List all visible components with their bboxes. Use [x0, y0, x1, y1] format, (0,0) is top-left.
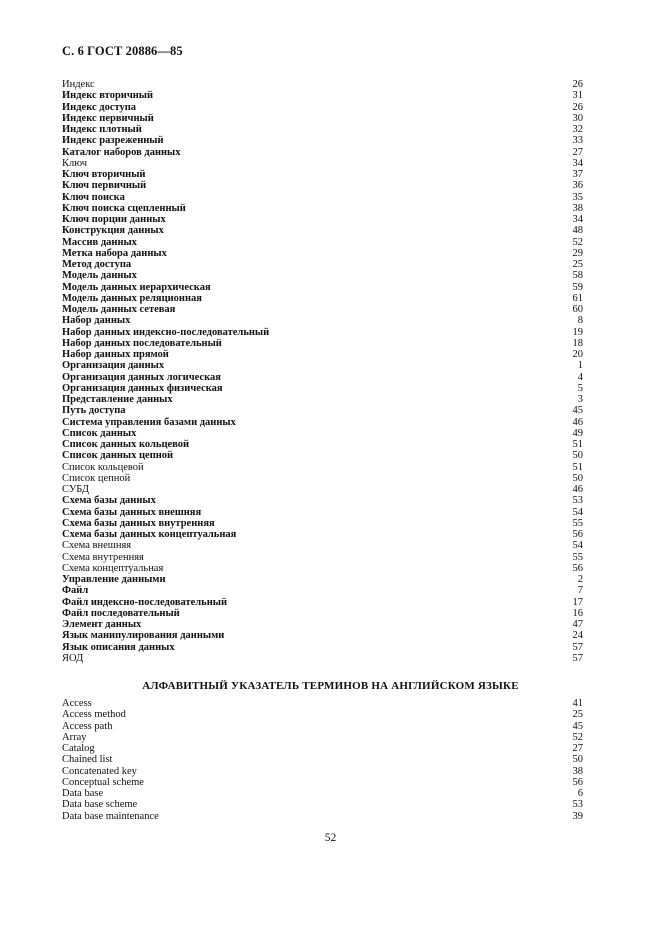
index-term: Файл: [62, 585, 89, 597]
index-term: Catalog: [62, 743, 95, 754]
index-entry: [62, 405, 583, 416]
index-page-ref: 50: [572, 754, 583, 766]
index-page-ref: 56: [572, 562, 583, 574]
index-term: ЯОД: [62, 652, 84, 664]
index-term: Ключ порции данных: [62, 214, 166, 225]
index-term: Индекс разреженный: [62, 135, 164, 147]
index-term: Список кольцевой: [62, 461, 144, 473]
index-entry: [62, 597, 583, 608]
index-entry: [62, 372, 583, 383]
index-page-ref: 20: [572, 349, 583, 360]
index-page-ref: 38: [572, 202, 583, 214]
index-entry: [62, 777, 583, 788]
index-entry: [62, 732, 583, 743]
index-entry: [62, 113, 583, 124]
index-term: Набор данных последовательный: [62, 337, 222, 349]
index-term: Индекс вторичный: [62, 90, 154, 102]
index-entry: [62, 799, 583, 810]
index-page-ref: 52: [572, 236, 583, 248]
index-term: Набор данных: [62, 315, 131, 327]
index-page-ref: 50: [572, 450, 583, 462]
index-page-ref: 34: [572, 214, 583, 225]
index-entry: [62, 169, 583, 180]
index-page-ref: 53: [572, 799, 583, 811]
index-term: Схема внешняя: [62, 540, 132, 552]
index-page-ref: 27: [572, 146, 583, 158]
index-entry: [62, 237, 583, 248]
index-term: Access method: [62, 709, 126, 721]
index-term: Набор данных индексно-последовательный: [62, 326, 270, 338]
index-entry: [62, 180, 583, 191]
index-entry: [62, 642, 583, 653]
index-page-ref: 24: [572, 630, 583, 642]
index-entry: [62, 630, 583, 641]
english-term-index: [62, 698, 583, 822]
index-entry: [62, 473, 583, 484]
index-term: Ключ первичный: [62, 180, 147, 192]
index-entry: [62, 529, 583, 540]
index-page-ref: 59: [572, 281, 583, 293]
index-entry: [62, 518, 583, 529]
index-page-ref: 31: [572, 90, 583, 102]
index-page-ref: 17: [572, 596, 583, 608]
index-page-ref: 18: [572, 337, 583, 349]
index-entry: [62, 327, 583, 338]
index-entry: [62, 259, 583, 270]
index-term: СУБД: [62, 484, 90, 495]
index-page-ref: 47: [572, 619, 583, 630]
index-page-ref: 37: [572, 169, 583, 180]
index-page-ref: 3: [577, 394, 583, 405]
index-term: Схема базы данных: [62, 495, 156, 507]
index-term: Схема базы данных внешняя: [62, 506, 202, 518]
index-entry: [62, 349, 583, 360]
index-term: Путь доступа: [62, 405, 126, 417]
index-term: Access path: [62, 720, 113, 732]
index-entry: [62, 225, 583, 236]
index-entry: [62, 158, 583, 169]
index-term: Файл последовательный: [62, 607, 180, 619]
index-entry: [62, 709, 583, 720]
index-page-ref: 60: [572, 304, 583, 315]
index-term: Модель данных иерархическая: [62, 281, 211, 293]
index-term: Метка набора данных: [62, 247, 167, 259]
index-term: Организация данных логическая: [62, 371, 221, 383]
index-entry: [62, 383, 583, 394]
index-term: Язык описания данных: [62, 641, 175, 653]
index-entry: [62, 743, 583, 754]
index-entry: [62, 653, 583, 664]
index-term: Ключ: [62, 157, 87, 169]
index-page-ref: 8: [577, 315, 583, 327]
index-page-ref: 38: [572, 765, 583, 777]
index-page-ref: 4: [577, 371, 583, 383]
index-entry: [62, 766, 583, 777]
index-page-ref: 29: [572, 247, 583, 259]
index-page-ref: 39: [572, 810, 583, 822]
index-page-ref: 57: [572, 641, 583, 653]
index-term: Список данных цепной: [62, 450, 174, 462]
index-page-ref: 46: [572, 484, 583, 495]
index-entry: [62, 304, 583, 315]
index-page-ref: 26: [572, 101, 583, 113]
index-term: Каталог наборов данных: [62, 146, 181, 158]
index-entry: [62, 811, 583, 822]
index-page-ref: 36: [572, 180, 583, 192]
index-page-ref: 34: [572, 157, 583, 169]
index-entry: [62, 788, 583, 799]
index-entry: [62, 608, 583, 619]
index-entry: [62, 192, 583, 203]
index-page-ref: 45: [572, 720, 583, 732]
index-entry: [62, 495, 583, 506]
index-entry: [62, 102, 583, 113]
index-page-ref: 41: [572, 698, 583, 709]
index-term: Ключ поиска сцепленный: [62, 202, 186, 214]
index-page-ref: 61: [572, 292, 583, 304]
index-term: Concatenated key: [62, 765, 137, 777]
index-page-ref: 49: [572, 427, 583, 439]
index-page-ref: 46: [572, 416, 583, 428]
index-term: Массив данных: [62, 236, 137, 248]
index-term: Data base maintenance: [62, 810, 159, 822]
index-term: Модель данных: [62, 270, 137, 282]
index-page-ref: 57: [572, 652, 583, 664]
index-page-ref: 26: [572, 79, 583, 90]
index-page-ref: 56: [572, 776, 583, 788]
index-entry: [62, 462, 583, 473]
index-entry: [62, 552, 583, 563]
index-term: Индекс первичный: [62, 112, 154, 124]
index-entry: [62, 574, 583, 585]
index-term: Набор данных прямой: [62, 349, 169, 360]
index-entry: [62, 282, 583, 293]
index-term: Система управления базами данных: [62, 416, 236, 428]
index-entry: [62, 585, 583, 596]
index-entry: [62, 450, 583, 461]
index-entry: [62, 417, 583, 428]
index-entry: [62, 248, 583, 259]
page-header: С. 6 ГОСТ 20886—85: [62, 44, 183, 58]
index-page-ref: 54: [572, 540, 583, 552]
index-term: Метод доступа: [62, 259, 132, 270]
index-term: Data base: [62, 788, 104, 799]
index-term: Access: [62, 698, 92, 709]
index-page-ref: 55: [572, 517, 583, 529]
index-page-ref: 19: [572, 326, 583, 338]
index-term: Conceptual scheme: [62, 776, 144, 788]
index-entry: [62, 293, 583, 304]
index-term: Схема базы данных внутренняя: [62, 517, 215, 529]
index-term: Схема концептуальная: [62, 562, 164, 574]
index-term: Модель данных сетевая: [62, 304, 176, 315]
index-term: Список данных кольцевой: [62, 439, 190, 450]
index-page-ref: 30: [572, 112, 583, 124]
index-page-ref: 7: [577, 585, 583, 597]
index-term: Элемент данных: [62, 619, 142, 630]
index-page-ref: 51: [572, 461, 583, 473]
index-term: Chained list: [62, 754, 113, 766]
index-entry: [62, 135, 583, 146]
index-entry: [62, 79, 583, 90]
index-page-ref: 35: [572, 191, 583, 203]
index-entry: [62, 338, 583, 349]
index-entry: [62, 394, 583, 405]
index-entry: [62, 484, 583, 495]
index-term: Управление данными: [62, 574, 166, 585]
index-page-ref: 5: [577, 382, 583, 394]
index-entry: [62, 124, 583, 135]
index-term: Язык манипулирования данными: [62, 630, 225, 642]
index-term: Индекс: [62, 79, 95, 90]
russian-term-index: [62, 79, 583, 664]
index-page-ref: 51: [572, 439, 583, 450]
index-entry: [62, 360, 583, 371]
index-term: Представление данных: [62, 394, 173, 405]
index-entry: [62, 563, 583, 574]
index-entry: [62, 540, 583, 551]
index-entry: [62, 721, 583, 732]
index-page-ref: 25: [572, 259, 583, 270]
index-term: Организация данных: [62, 360, 165, 372]
index-page-ref: 2: [577, 574, 583, 585]
index-entry: [62, 315, 583, 326]
index-page-ref: 58: [572, 270, 583, 282]
index-entry: [62, 698, 583, 709]
index-term: Файл индексно-последовательный: [62, 596, 228, 608]
index-term: Индекс доступа: [62, 101, 137, 113]
index-term: Array: [62, 731, 87, 743]
english-index-heading: АЛФАВИТНЫЙ УКАЗАТЕЛЬ ТЕРМИНОВ НА АНГЛИЙСКОМ ЯЗЫКЕ: [142, 680, 519, 692]
index-entry: [62, 203, 583, 214]
index-page-ref: 25: [572, 709, 583, 721]
index-entry: [62, 619, 583, 630]
index-term: Схема базы данных концептуальная: [62, 529, 237, 540]
index-term: Схема внутренняя: [62, 551, 144, 563]
index-page-ref: 56: [572, 529, 583, 540]
index-page-ref: 32: [572, 124, 583, 135]
index-page-ref: 53: [572, 495, 583, 507]
index-term: Индекс плотный: [62, 124, 142, 135]
index-page-ref: 33: [572, 135, 583, 147]
index-term: Список данных: [62, 427, 137, 439]
index-term: Конструкция данных: [62, 225, 164, 237]
index-entry: [62, 507, 583, 518]
index-term: Модель данных реляционная: [62, 292, 202, 304]
index-term: Data base scheme: [62, 799, 138, 811]
index-entry: [62, 428, 583, 439]
index-page-ref: 55: [572, 551, 583, 563]
index-entry: [62, 270, 583, 281]
index-term: Организация данных физическая: [62, 382, 223, 394]
index-entry: [62, 90, 583, 101]
index-page-ref: 45: [572, 405, 583, 417]
index-term: Список цепной: [62, 472, 131, 484]
index-entry: [62, 147, 583, 158]
index-page-ref: 16: [572, 607, 583, 619]
index-page-ref: 50: [572, 472, 583, 484]
index-term: Ключ вторичный: [62, 169, 146, 180]
index-entry: [62, 439, 583, 450]
index-term: Ключ поиска: [62, 191, 125, 203]
page-number: 52: [324, 832, 337, 844]
index-page-ref: 48: [572, 225, 583, 237]
index-page-ref: 54: [572, 506, 583, 518]
index-page-ref: 27: [572, 743, 583, 754]
index-entry: [62, 754, 583, 765]
index-entry: [62, 214, 583, 225]
index-page-ref: 52: [572, 731, 583, 743]
index-page-ref: 1: [577, 360, 583, 372]
index-page-ref: 6: [577, 788, 583, 799]
